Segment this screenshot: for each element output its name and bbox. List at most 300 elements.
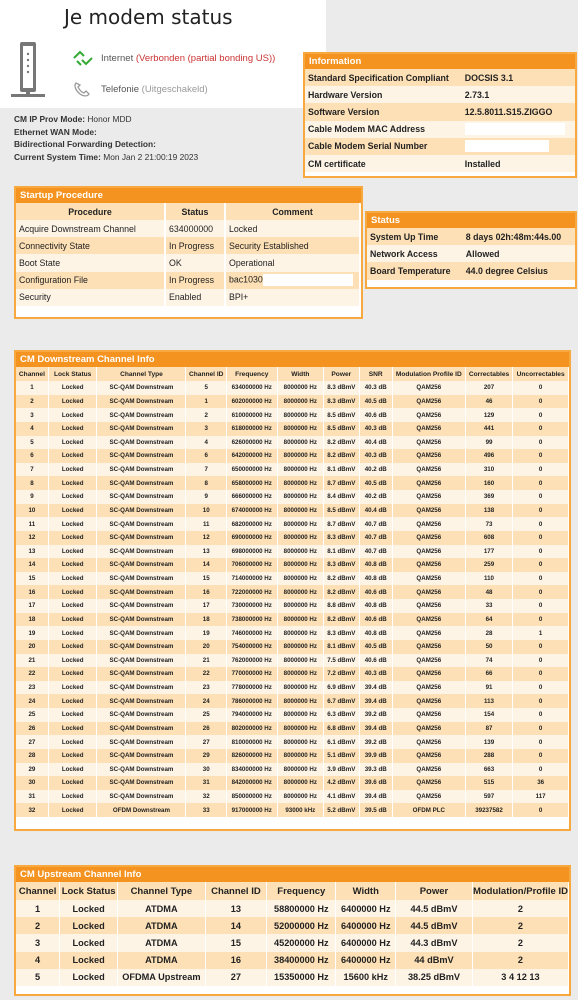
downstream-cell: QAM256 bbox=[392, 517, 465, 531]
upstream-cell: Locked bbox=[60, 952, 118, 969]
downstream-cell: 0 bbox=[513, 545, 569, 559]
downstream-row bbox=[16, 722, 569, 736]
upstream-header: Modulation/Profile ID bbox=[472, 882, 568, 900]
downstream-cell: 24 bbox=[186, 694, 226, 708]
downstream-cell: 0 bbox=[513, 449, 569, 463]
downstream-cell: 810000000 Hz bbox=[226, 735, 277, 749]
downstream-cell: 850000000 Hz bbox=[226, 790, 277, 804]
upstream-panel bbox=[14, 865, 571, 996]
downstream-cell: 0 bbox=[513, 613, 569, 627]
downstream-row bbox=[16, 654, 569, 668]
downstream-cell: Locked bbox=[48, 749, 97, 763]
downstream-cell: 8000000 Hz bbox=[277, 694, 324, 708]
status-panel: Status System Up Time 8 days 02h:48m:44s.00 Network Access Allowed Board Temperature 44.0 degree Celsius bbox=[365, 211, 577, 289]
downstream-cell: SC-QAM Downstream bbox=[97, 681, 186, 695]
downstream-cell: 10 bbox=[16, 504, 48, 518]
downstream-cell: QAM256 bbox=[392, 626, 465, 640]
upstream-cell: 58800000 Hz bbox=[267, 900, 336, 917]
downstream-row bbox=[16, 776, 569, 790]
downstream-cell: QAM256 bbox=[392, 681, 465, 695]
downstream-cell: 18 bbox=[16, 613, 48, 627]
downstream-cell: 8.1 dBmV bbox=[324, 545, 359, 559]
information-title: Information bbox=[305, 54, 575, 69]
downstream-cell: 15 bbox=[16, 572, 48, 586]
downstream-cell: 8000000 Hz bbox=[277, 790, 324, 804]
downstream-cell: 0 bbox=[513, 722, 569, 736]
downstream-cell: 40.5 dB bbox=[359, 640, 392, 654]
upstream-cell: Locked bbox=[60, 934, 118, 951]
downstream-cell: Locked bbox=[48, 626, 97, 640]
downstream-cell: 0 bbox=[513, 599, 569, 613]
downstream-cell: 33 bbox=[186, 803, 226, 817]
downstream-cell: 25 bbox=[186, 708, 226, 722]
upstream-cell: 38400000 Hz bbox=[267, 952, 336, 969]
upstream-cell: 44.5 dBmV bbox=[396, 900, 473, 917]
downstream-row bbox=[16, 381, 569, 395]
downstream-cell: 93000 kHz bbox=[277, 803, 324, 817]
downstream-cell: 40.8 dB bbox=[359, 572, 392, 586]
downstream-cell: 12 bbox=[186, 531, 226, 545]
upstream-cell: 38.25 dBmV bbox=[396, 969, 473, 986]
downstream-cell: 40.3 dB bbox=[359, 449, 392, 463]
downstream-row bbox=[16, 408, 569, 422]
downstream-cell: SC-QAM Downstream bbox=[97, 749, 186, 763]
upstream-cell: Locked bbox=[60, 900, 118, 917]
downstream-cell: 8000000 Hz bbox=[277, 585, 324, 599]
downstream-cell: Locked bbox=[48, 585, 97, 599]
downstream-row bbox=[16, 531, 569, 545]
startup-cell: Locked bbox=[225, 220, 360, 237]
downstream-cell: 19 bbox=[186, 626, 226, 640]
downstream-cell: 0 bbox=[513, 504, 569, 518]
downstream-cell: 0 bbox=[513, 803, 569, 817]
downstream-cell: QAM256 bbox=[392, 504, 465, 518]
upstream-cell: 2 bbox=[472, 934, 568, 951]
downstream-cell: 5.1 dBmV bbox=[324, 749, 359, 763]
downstream-header: SNR bbox=[359, 367, 392, 381]
downstream-cell: SC-QAM Downstream bbox=[97, 436, 186, 450]
downstream-cell: 207 bbox=[465, 381, 513, 395]
downstream-cell: Locked bbox=[48, 517, 97, 531]
downstream-cell: 8.2 dBmV bbox=[324, 436, 359, 450]
startup-row bbox=[16, 254, 360, 271]
downstream-cell: 48 bbox=[465, 585, 513, 599]
downstream-cell: 650000000 Hz bbox=[226, 463, 277, 477]
startup-cell: In Progress bbox=[165, 272, 225, 289]
downstream-cell: 8000000 Hz bbox=[277, 422, 324, 436]
downstream-cell: 29 bbox=[16, 763, 48, 777]
downstream-cell: 40.8 dB bbox=[359, 558, 392, 572]
downstream-cell: 40.8 dB bbox=[359, 599, 392, 613]
downstream-cell: 0 bbox=[513, 476, 569, 490]
downstream-row bbox=[16, 613, 569, 627]
upstream-cell: 52000000 Hz bbox=[267, 917, 336, 934]
downstream-cell: 21 bbox=[186, 654, 226, 668]
upstream-row bbox=[16, 934, 569, 951]
downstream-cell: 4.2 dBmV bbox=[324, 776, 359, 790]
downstream-row bbox=[16, 763, 569, 777]
downstream-cell: 11 bbox=[186, 517, 226, 531]
upstream-header: Frequency bbox=[267, 882, 336, 900]
downstream-cell: 608 bbox=[465, 531, 513, 545]
downstream-cell: 0 bbox=[513, 708, 569, 722]
downstream-cell: 24 bbox=[16, 694, 48, 708]
downstream-cell: 8.1 dBmV bbox=[324, 640, 359, 654]
downstream-cell: 13 bbox=[16, 545, 48, 559]
downstream-cell: 8.8 dBmV bbox=[324, 599, 359, 613]
downstream-row bbox=[16, 449, 569, 463]
downstream-cell: QAM256 bbox=[392, 572, 465, 586]
downstream-cell: 663 bbox=[465, 763, 513, 777]
downstream-cell: OFDM PLC bbox=[392, 803, 465, 817]
downstream-cell: SC-QAM Downstream bbox=[97, 694, 186, 708]
downstream-cell: 32 bbox=[16, 803, 48, 817]
downstream-cell: QAM256 bbox=[392, 722, 465, 736]
downstream-cell: 8000000 Hz bbox=[277, 436, 324, 450]
downstream-cell: 0 bbox=[513, 763, 569, 777]
downstream-cell: 40.3 dB bbox=[359, 667, 392, 681]
downstream-cell: SC-QAM Downstream bbox=[97, 449, 186, 463]
downstream-row bbox=[16, 667, 569, 681]
startup-row bbox=[16, 289, 360, 306]
downstream-row bbox=[16, 585, 569, 599]
downstream-cell: Locked bbox=[48, 640, 97, 654]
downstream-cell: 40.7 dB bbox=[359, 517, 392, 531]
downstream-cell: 40.6 dB bbox=[359, 408, 392, 422]
downstream-cell: SC-QAM Downstream bbox=[97, 654, 186, 668]
upstream-cell: OFDMA Upstream bbox=[118, 969, 206, 986]
downstream-row bbox=[16, 504, 569, 518]
upstream-cell: Locked bbox=[60, 969, 118, 986]
downstream-cell: 0 bbox=[513, 395, 569, 409]
upstream-cell: ATDMA bbox=[118, 917, 206, 934]
downstream-cell: SC-QAM Downstream bbox=[97, 545, 186, 559]
downstream-cell: 3.9 dBmV bbox=[324, 763, 359, 777]
downstream-cell: SC-QAM Downstream bbox=[97, 708, 186, 722]
downstream-cell: 369 bbox=[465, 490, 513, 504]
downstream-header: Lock Status bbox=[48, 367, 97, 381]
startup-cell: OK bbox=[165, 254, 225, 271]
downstream-cell: 0 bbox=[513, 531, 569, 545]
upstream-header: Power bbox=[396, 882, 473, 900]
downstream-cell: 2 bbox=[186, 408, 226, 422]
startup-cell: Connectivity State bbox=[16, 237, 165, 254]
downstream-cell: 7 bbox=[16, 463, 48, 477]
downstream-cell: 40.5 dB bbox=[359, 476, 392, 490]
downstream-cell: 8000000 Hz bbox=[277, 708, 324, 722]
downstream-cell: 39.4 dB bbox=[359, 722, 392, 736]
startup-cell: Configuration File bbox=[16, 272, 165, 289]
downstream-cell: 786000000 Hz bbox=[226, 694, 277, 708]
downstream-cell: 3 bbox=[186, 422, 226, 436]
upstream-header: Channel bbox=[16, 882, 60, 900]
upstream-cell: 6400000 Hz bbox=[336, 917, 396, 934]
downstream-cell: 28 bbox=[16, 749, 48, 763]
downstream-row bbox=[16, 517, 569, 531]
downstream-cell: QAM256 bbox=[392, 545, 465, 559]
downstream-cell: 8000000 Hz bbox=[277, 654, 324, 668]
downstream-cell: 8.3 dBmV bbox=[324, 558, 359, 572]
downstream-header: Frequency bbox=[226, 367, 277, 381]
downstream-cell: Locked bbox=[48, 694, 97, 708]
downstream-cell: 6.7 dBmV bbox=[324, 694, 359, 708]
downstream-cell: 39237582 bbox=[465, 803, 513, 817]
downstream-cell: 39.3 dB bbox=[359, 763, 392, 777]
internet-label: Internet bbox=[101, 52, 134, 64]
downstream-cell: SC-QAM Downstream bbox=[97, 763, 186, 777]
downstream-cell: 8000000 Hz bbox=[277, 722, 324, 736]
upstream-title: CM Upstream Channel Info bbox=[16, 867, 569, 882]
upstream-cell: ATDMA bbox=[118, 952, 206, 969]
downstream-cell: 40.4 dB bbox=[359, 504, 392, 518]
downstream-cell: 826000000 Hz bbox=[226, 749, 277, 763]
downstream-cell: 1 bbox=[186, 395, 226, 409]
downstream-cell: 8000000 Hz bbox=[277, 626, 324, 640]
downstream-row bbox=[16, 545, 569, 559]
downstream-cell: 8000000 Hz bbox=[277, 681, 324, 695]
downstream-cell: 8.1 dBmV bbox=[324, 463, 359, 477]
downstream-cell: QAM256 bbox=[392, 436, 465, 450]
downstream-cell: QAM256 bbox=[392, 463, 465, 477]
downstream-cell: 754000000 Hz bbox=[226, 640, 277, 654]
upstream-cell: 45200000 Hz bbox=[267, 934, 336, 951]
upstream-cell: ATDMA bbox=[118, 900, 206, 917]
information-panel: Information Standard Specification Compliant DOCSIS 3.1 Hardware Version 2.73.1 Software Version 12.5.8011.S15.ZIGGO Cable Modem MAC Address Cable Modem Serial Number CM certificate Installed bbox=[303, 52, 577, 178]
downstream-cell: 8000000 Hz bbox=[277, 558, 324, 572]
downstream-cell: 40.8 dB bbox=[359, 626, 392, 640]
downstream-cell: 73 bbox=[465, 517, 513, 531]
downstream-cell: 27 bbox=[186, 735, 226, 749]
downstream-cell: 8000000 Hz bbox=[277, 381, 324, 395]
downstream-cell: QAM256 bbox=[392, 381, 465, 395]
downstream-row bbox=[16, 599, 569, 613]
upstream-cell: Locked bbox=[60, 917, 118, 934]
downstream-cell: 738000000 Hz bbox=[226, 613, 277, 627]
downstream-cell: Locked bbox=[48, 790, 97, 804]
downstream-cell: Locked bbox=[48, 681, 97, 695]
downstream-cell: 6 bbox=[16, 449, 48, 463]
downstream-cell: 138 bbox=[465, 504, 513, 518]
downstream-cell: 8.2 dBmV bbox=[324, 585, 359, 599]
downstream-row bbox=[16, 463, 569, 477]
redacted-mac bbox=[465, 123, 565, 135]
downstream-cell: Locked bbox=[48, 463, 97, 477]
upstream-cell: 14 bbox=[205, 917, 266, 934]
downstream-cell: 31 bbox=[16, 790, 48, 804]
downstream-cell: Locked bbox=[48, 763, 97, 777]
downstream-cell: 8 bbox=[16, 476, 48, 490]
startup-row bbox=[16, 237, 360, 254]
downstream-cell: Locked bbox=[48, 449, 97, 463]
downstream-cell: 8000000 Hz bbox=[277, 517, 324, 531]
downstream-cell: Locked bbox=[48, 722, 97, 736]
downstream-cell: 8000000 Hz bbox=[277, 613, 324, 627]
downstream-cell: 66 bbox=[465, 667, 513, 681]
cm-info-line: Bidirectional Forwarding Detection: bbox=[14, 139, 156, 149]
downstream-cell: Locked bbox=[48, 613, 97, 627]
downstream-cell: Locked bbox=[48, 735, 97, 749]
downstream-cell: QAM256 bbox=[392, 531, 465, 545]
downstream-title: CM Downstream Channel Info bbox=[16, 352, 569, 367]
downstream-cell: Locked bbox=[48, 504, 97, 518]
downstream-cell: 698000000 Hz bbox=[226, 545, 277, 559]
downstream-cell: 8.3 dBmV bbox=[324, 626, 359, 640]
downstream-cell: 91 bbox=[465, 681, 513, 695]
upstream-cell: 15 bbox=[205, 934, 266, 951]
upstream-cell: 2 bbox=[16, 917, 60, 934]
downstream-cell: 99 bbox=[465, 436, 513, 450]
downstream-cell: 4 bbox=[16, 422, 48, 436]
downstream-cell: 40.3 dB bbox=[359, 422, 392, 436]
downstream-cell: 1 bbox=[513, 626, 569, 640]
downstream-cell: 706000000 Hz bbox=[226, 558, 277, 572]
downstream-cell: SC-QAM Downstream bbox=[97, 585, 186, 599]
downstream-cell: 160 bbox=[465, 476, 513, 490]
downstream-cell: Locked bbox=[48, 803, 97, 817]
downstream-cell: 8000000 Hz bbox=[277, 776, 324, 790]
downstream-cell: 4.1 dBmV bbox=[324, 790, 359, 804]
downstream-cell: 8.3 dBmV bbox=[324, 381, 359, 395]
downstream-cell: SC-QAM Downstream bbox=[97, 722, 186, 736]
downstream-cell: 23 bbox=[16, 681, 48, 695]
internet-state: (Verbonden (partial bonding US)) bbox=[135, 52, 276, 64]
downstream-cell: 6.1 dBmV bbox=[324, 735, 359, 749]
downstream-cell: 762000000 Hz bbox=[226, 654, 277, 668]
downstream-cell: 8000000 Hz bbox=[277, 749, 324, 763]
downstream-cell: 0 bbox=[513, 667, 569, 681]
downstream-cell: SC-QAM Downstream bbox=[97, 504, 186, 518]
downstream-cell: 674000000 Hz bbox=[226, 504, 277, 518]
downstream-cell: 0 bbox=[513, 463, 569, 477]
downstream-cell: 730000000 Hz bbox=[226, 599, 277, 613]
upstream-cell: 2 bbox=[472, 917, 568, 934]
upstream-row bbox=[16, 952, 569, 969]
downstream-cell: 50 bbox=[465, 640, 513, 654]
downstream-cell: QAM256 bbox=[392, 654, 465, 668]
downstream-cell: 39.4 dB bbox=[359, 694, 392, 708]
downstream-cell: SC-QAM Downstream bbox=[97, 408, 186, 422]
downstream-cell: 154 bbox=[465, 708, 513, 722]
downstream-cell: 714000000 Hz bbox=[226, 572, 277, 586]
downstream-cell: 39.4 dB bbox=[359, 790, 392, 804]
downstream-cell: QAM256 bbox=[392, 395, 465, 409]
downstream-cell: 117 bbox=[513, 790, 569, 804]
downstream-cell: SC-QAM Downstream bbox=[97, 572, 186, 586]
downstream-row bbox=[16, 694, 569, 708]
downstream-cell: 8000000 Hz bbox=[277, 667, 324, 681]
downstream-cell: 8.7 dBmV bbox=[324, 517, 359, 531]
downstream-cell: 8.4 dBmV bbox=[324, 490, 359, 504]
downstream-cell: 15 bbox=[186, 572, 226, 586]
downstream-cell: SC-QAM Downstream bbox=[97, 626, 186, 640]
upstream-row bbox=[16, 917, 569, 934]
upstream-cell: 15350000 Hz bbox=[267, 969, 336, 986]
downstream-cell: SC-QAM Downstream bbox=[97, 395, 186, 409]
downstream-cell: QAM256 bbox=[392, 476, 465, 490]
downstream-cell: OFDM Downstream bbox=[97, 803, 186, 817]
upstream-cell: 6400000 Hz bbox=[336, 900, 396, 917]
downstream-cell: 8000000 Hz bbox=[277, 545, 324, 559]
downstream-cell: 40.7 dB bbox=[359, 531, 392, 545]
downstream-cell: 4 bbox=[186, 436, 226, 450]
downstream-cell: QAM256 bbox=[392, 599, 465, 613]
downstream-cell: 0 bbox=[513, 654, 569, 668]
downstream-cell: 39.4 dB bbox=[359, 681, 392, 695]
downstream-cell: 46 bbox=[465, 395, 513, 409]
downstream-cell: 778000000 Hz bbox=[226, 681, 277, 695]
downstream-row bbox=[16, 490, 569, 504]
downstream-row bbox=[16, 708, 569, 722]
downstream-cell: 10 bbox=[186, 504, 226, 518]
downstream-row bbox=[16, 749, 569, 763]
downstream-cell: 0 bbox=[513, 517, 569, 531]
telephony-label: Telefonie bbox=[101, 83, 140, 95]
downstream-cell: 9 bbox=[186, 490, 226, 504]
downstream-row bbox=[16, 422, 569, 436]
downstream-cell: QAM256 bbox=[392, 613, 465, 627]
startup-cell: Security Established bbox=[225, 237, 360, 254]
downstream-cell: 8.5 dBmV bbox=[324, 408, 359, 422]
upstream-header: Channel Type bbox=[118, 882, 206, 900]
downstream-cell: 20 bbox=[186, 640, 226, 654]
downstream-cell: 802000000 Hz bbox=[226, 722, 277, 736]
downstream-cell: 22 bbox=[186, 667, 226, 681]
upstream-cell: 6400000 Hz bbox=[336, 952, 396, 969]
downstream-cell: 634000000 Hz bbox=[226, 381, 277, 395]
downstream-cell: 29 bbox=[186, 749, 226, 763]
downstream-cell: 18 bbox=[186, 613, 226, 627]
downstream-cell: 113 bbox=[465, 694, 513, 708]
upstream-row bbox=[16, 900, 569, 917]
startup-cell: Acquire Downstream Channel bbox=[16, 220, 165, 237]
page-title: Je modem status bbox=[64, 5, 233, 29]
downstream-cell: 6.9 dBmV bbox=[324, 681, 359, 695]
downstream-header: Channel ID bbox=[186, 367, 226, 381]
cm-info-line: Ethernet WAN Mode: bbox=[14, 126, 97, 137]
downstream-cell: 8.2 dBmV bbox=[324, 613, 359, 627]
downstream-cell: 8000000 Hz bbox=[277, 408, 324, 422]
downstream-cell: SC-QAM Downstream bbox=[97, 422, 186, 436]
downstream-cell: SC-QAM Downstream bbox=[97, 640, 186, 654]
startup-cell: bac1030 bbox=[225, 272, 360, 289]
downstream-cell: 0 bbox=[513, 640, 569, 654]
downstream-cell: SC-QAM Downstream bbox=[97, 735, 186, 749]
downstream-cell: 8.3 dBmV bbox=[324, 531, 359, 545]
downstream-cell: 0 bbox=[513, 408, 569, 422]
downstream-cell: 6.3 dBmV bbox=[324, 708, 359, 722]
internet-connected-icon bbox=[72, 50, 94, 66]
downstream-cell: 139 bbox=[465, 735, 513, 749]
downstream-header: Power bbox=[324, 367, 359, 381]
redacted-config bbox=[263, 274, 353, 286]
downstream-cell: 259 bbox=[465, 558, 513, 572]
downstream-cell: QAM256 bbox=[392, 558, 465, 572]
downstream-cell: 27 bbox=[16, 735, 48, 749]
downstream-cell: SC-QAM Downstream bbox=[97, 476, 186, 490]
upstream-cell: 4 bbox=[16, 952, 60, 969]
downstream-cell: QAM256 bbox=[392, 640, 465, 654]
downstream-cell: 5.2 dBmV bbox=[324, 803, 359, 817]
downstream-cell: SC-QAM Downstream bbox=[97, 558, 186, 572]
downstream-row bbox=[16, 436, 569, 450]
downstream-cell: SC-QAM Downstream bbox=[97, 776, 186, 790]
downstream-cell: 39.5 dB bbox=[359, 803, 392, 817]
downstream-cell: 6 bbox=[186, 449, 226, 463]
downstream-cell: 87 bbox=[465, 722, 513, 736]
downstream-cell: QAM256 bbox=[392, 735, 465, 749]
downstream-cell: 441 bbox=[465, 422, 513, 436]
downstream-cell: SC-QAM Downstream bbox=[97, 613, 186, 627]
